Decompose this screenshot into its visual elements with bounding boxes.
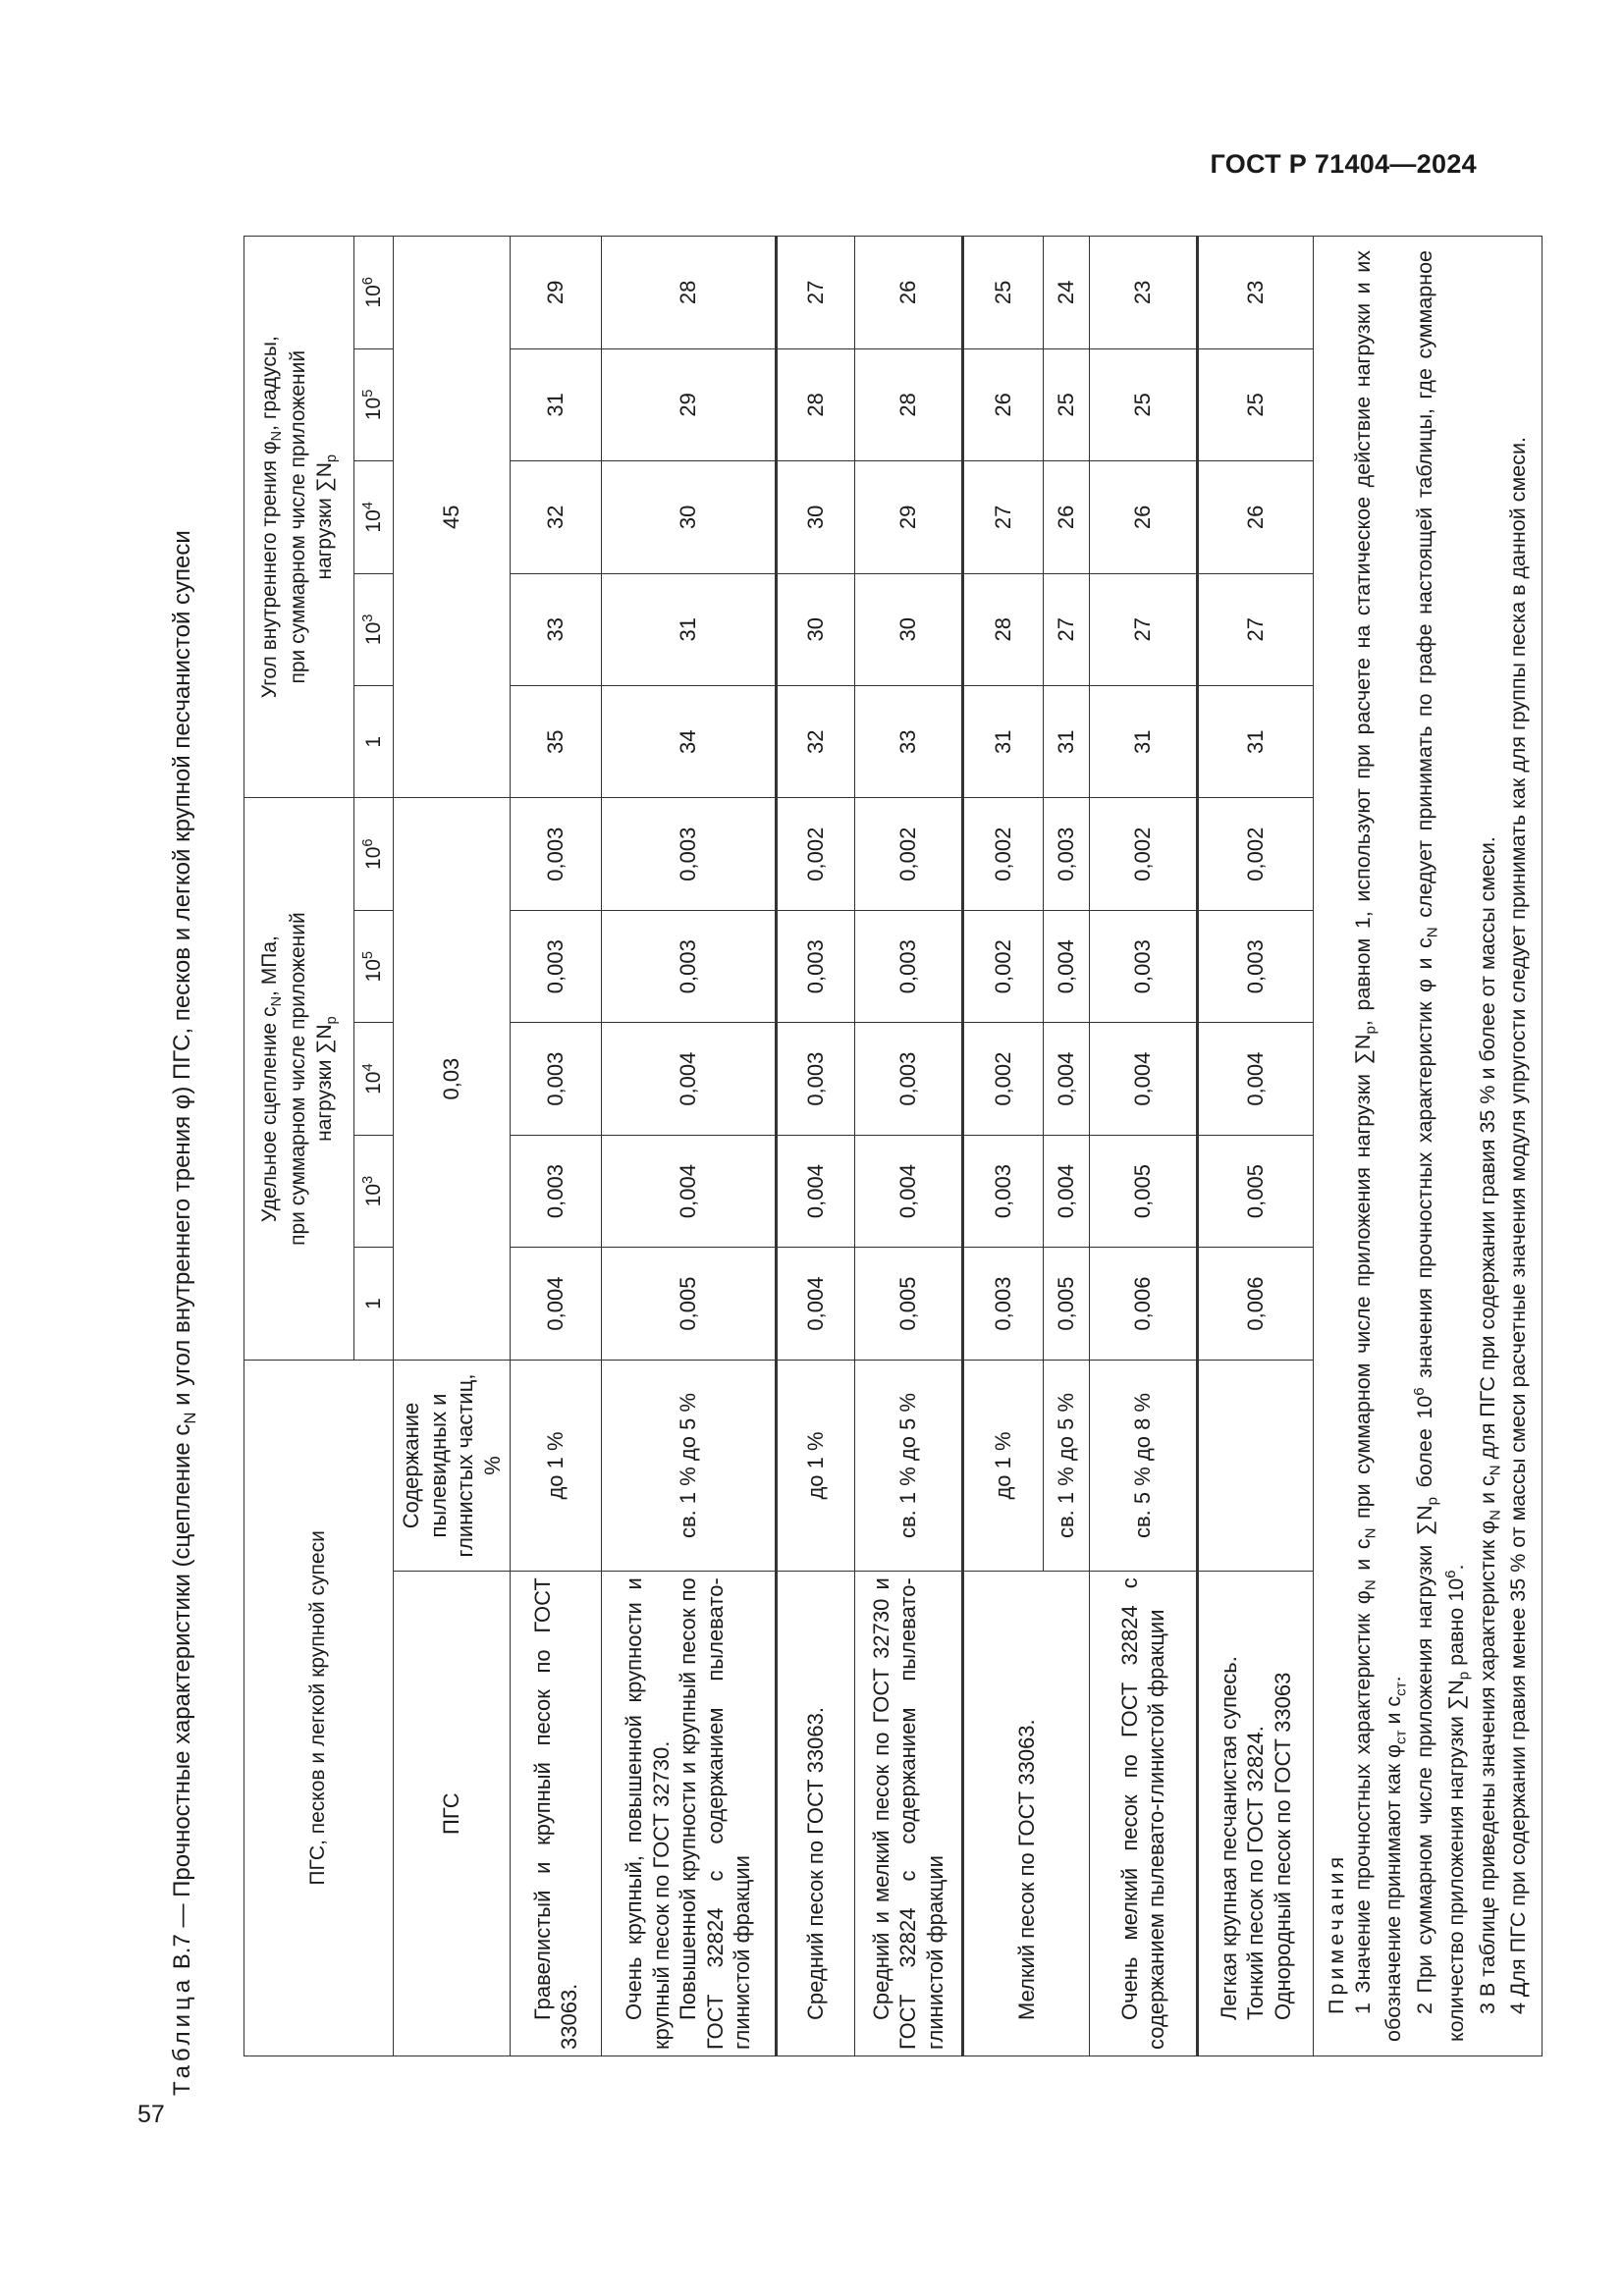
cycle-c-1e6: $10^6$ — [354, 798, 394, 910]
particle-content: до 1 % — [511, 1360, 602, 1571]
friction-value: 32 — [777, 686, 855, 798]
header-cohesion: Удельное сцепление $c_N$, МПа, при суммарном числе приложений нагрузки $\sum N_р$ — [244, 798, 354, 1360]
soil-line: Гравелистый и крупный песок по ГОСТ 33063. — [529, 1577, 581, 2050]
cohesion-value: 0,003 — [777, 910, 855, 1022]
cohesion-value: 0,005 — [1090, 1135, 1198, 1247]
title-dash: — — [169, 1896, 195, 1935]
friction-value: 24 — [1044, 237, 1090, 349]
cohesion-value: 0,004 — [602, 1023, 777, 1135]
cohesion-value: 0,002 — [1198, 798, 1314, 910]
title-text-end: и угол внутреннего трения φ) ПГС, песков и легкой крупной песчанистой супеси — [169, 530, 195, 1413]
soil-line: Легкая крупная песчанистая супесь. — [1216, 1656, 1241, 2020]
cohesion-value: 0,003 — [855, 1023, 963, 1135]
cohesion-value: 0,004 — [777, 1248, 855, 1360]
notes-heading: Примечания — [1325, 1852, 1348, 2014]
cohesion-value: 0,002 — [963, 910, 1044, 1022]
pgs-row — [394, 237, 511, 2056]
table-row — [855, 237, 963, 2056]
cycle-c-1e4: $10^4$ — [354, 1023, 394, 1135]
friction-value: 25 — [1198, 348, 1314, 460]
cohesion-value: 0,003 — [777, 1023, 855, 1135]
cohesion-value: 0,003 — [963, 1248, 1044, 1360]
cohesion-value: 0,005 — [855, 1248, 963, 1360]
rotated-content — [147, 221, 1530, 2096]
friction-value: 27 — [777, 237, 855, 349]
header-row-1 — [244, 237, 354, 2056]
friction-value: 30 — [602, 461, 777, 573]
cohesion-value: 0,005 — [602, 1248, 777, 1360]
friction-value: 29 — [511, 237, 602, 349]
strength-table — [244, 236, 1543, 2056]
friction-value: 28 — [963, 573, 1044, 685]
cycle-phi-1e3: $10^3$ — [354, 573, 394, 685]
friction-value: 31 — [1044, 686, 1090, 798]
soil-line: Очень крупный, повышенной крупности и крупный песок по ГОСТ 32730. — [622, 1577, 674, 2050]
soil-line: Очень мелкий песок по ГОСТ 32824 с содержанием пылевато-глинистой фракции — [1116, 1577, 1168, 2050]
friction-value: 33 — [855, 686, 963, 798]
friction-value: 27 — [963, 461, 1044, 573]
notes — [1314, 237, 1543, 2056]
friction-value: 31 — [1198, 686, 1314, 798]
cohesion-value: 0,004 — [777, 1135, 855, 1247]
friction-value: 25 — [963, 237, 1044, 349]
cohesion-value: 0,006 — [1090, 1248, 1198, 1360]
soil-line: Мелкий песок по ГОСТ 33063. — [1013, 1719, 1039, 2020]
table-number: В.7 — [169, 1934, 195, 1970]
note-2: 2 При суммарном числе приложения нагрузки $\sum N_р$ более $10^6$ значения прочностных характеристик φ и $c_N$ следует принимать по графе настоящей таблицы, где суммарное количество приложения нагрузки $\sum N_р$ равно $10^6$. — [1411, 250, 1473, 2042]
particle-content: св. 1 % до 5 % — [855, 1360, 963, 1571]
cohesion-value: 0,002 — [1090, 798, 1198, 910]
soil-description — [963, 1572, 1090, 2056]
soil-description — [777, 1572, 855, 2056]
cohesion-value: 0,003 — [511, 1135, 602, 1247]
cohesion-value: 0,004 — [602, 1135, 777, 1247]
table-row — [602, 237, 777, 2056]
friction-value: 31 — [963, 686, 1044, 798]
table-row — [1090, 237, 1198, 2056]
cohesion-value: 0,004 — [1090, 1023, 1198, 1135]
soil-description — [1198, 1572, 1314, 2056]
cohesion-value: 0,002 — [963, 1023, 1044, 1135]
soil-description — [511, 1572, 602, 2056]
note-4: 4 Для ПГС при содержании гравия менее 35 % от массы смеси расчетные значения модуля упругости следует принимать как для группы песка в данной смеси. — [1505, 437, 1530, 2014]
note-3: 3 В таблице приведены значения характеристик $\varphi_N$ и $c_N$ для ПГС при содержании гравия 35 % и более от массы смеси. — [1475, 836, 1503, 2014]
soil-line: Средний и мелкий песок по ГОСТ 32730 и ГОСТ 32824 с содержанием пылевато-глинистой фракции — [868, 1577, 947, 2050]
pgs-cohesion: 0,03 — [394, 798, 511, 1360]
soil-line: Повышенной крупности и крупный песок по ГОСТ 32824 с содержанием пылевато-глинистой фракции — [676, 1577, 755, 2050]
friction-value: 33 — [511, 573, 602, 685]
table-label: Таблица — [169, 1975, 195, 2096]
soil-line: Тонкий песок по ГОСТ 32824. — [1243, 1726, 1269, 2020]
friction-value: 28 — [777, 348, 855, 460]
cycle-phi-1e5: $10^5$ — [354, 348, 394, 460]
friction-value: 23 — [1198, 237, 1314, 349]
particle-content: св. 1 % до 5 % — [602, 1360, 777, 1571]
cycle-phi-1: 1 — [354, 686, 394, 798]
cycle-c-1e5: $10^5$ — [354, 910, 394, 1022]
friction-value: 31 — [1090, 686, 1198, 798]
table-row — [777, 237, 855, 2056]
pgs-label: ПГС — [394, 1572, 511, 2056]
friction-value: 30 — [855, 573, 963, 685]
particle-content: св. 1 % до 5 % — [1044, 1360, 1090, 1571]
cohesion-value: 0,004 — [1198, 1023, 1314, 1135]
friction-value: 26 — [1090, 461, 1198, 573]
particle-content — [1198, 1360, 1314, 1571]
content-header: Содержание пылевидных и глинистых частиц, % — [394, 1360, 511, 1571]
table-row — [1198, 237, 1314, 2056]
cohesion-value: 0,002 — [855, 798, 963, 910]
particle-content: до 1 % — [963, 1360, 1044, 1571]
cohesion-value: 0,004 — [511, 1248, 602, 1360]
friction-value: 25 — [1044, 348, 1090, 460]
friction-value: 28 — [855, 348, 963, 460]
soil-description — [602, 1572, 777, 2056]
document-number: ГОСТ Р 71404—2024 — [1210, 149, 1477, 179]
cohesion-value: 0,003 — [1044, 798, 1090, 910]
friction-value: 27 — [1044, 573, 1090, 685]
cohesion-value: 0,003 — [1090, 910, 1198, 1022]
cycle-c-1e3: $10^3$ — [354, 1135, 394, 1247]
friction-value: 23 — [1090, 237, 1198, 349]
table-title — [169, 530, 200, 2096]
particle-content: св. 5 % до 8 % — [1090, 1360, 1198, 1571]
friction-value: 27 — [1090, 573, 1198, 685]
soil-description — [1090, 1572, 1198, 2056]
cohesion-value: 0,003 — [511, 798, 602, 910]
friction-value: 34 — [602, 686, 777, 798]
cohesion-value: 0,003 — [855, 910, 963, 1022]
soil-line: Средний песок по ГОСТ 33063. — [803, 1707, 829, 2020]
cycle-c-1: 1 — [354, 1248, 394, 1360]
header-friction: Угол внутреннего трения $\varphi_N$, градусы, при суммарном числе приложений нагрузки $\sum N_р$ — [244, 237, 354, 798]
friction-value: 26 — [1044, 461, 1090, 573]
table-row — [511, 237, 602, 2056]
cohesion-value: 0,003 — [602, 910, 777, 1022]
cohesion-value: 0,003 — [963, 1135, 1044, 1247]
cohesion-value: 0,003 — [602, 798, 777, 910]
friction-value: 35 — [511, 686, 602, 798]
friction-value: 29 — [602, 348, 777, 460]
friction-value: 30 — [777, 573, 855, 685]
friction-value: 26 — [1198, 461, 1314, 573]
soil-description — [855, 1572, 963, 2056]
page-number: 57 — [137, 2101, 165, 2128]
cohesion-value: 0,003 — [511, 910, 602, 1022]
cohesion-value: 0,005 — [1044, 1248, 1090, 1360]
friction-value: 29 — [855, 461, 963, 573]
friction-value: 28 — [602, 237, 777, 349]
cohesion-value: 0,004 — [1044, 910, 1090, 1022]
notes-row — [1314, 237, 1543, 2056]
cohesion-value: 0,002 — [777, 798, 855, 910]
title-text: Прочностные характеристики (сцепление c — [169, 1423, 195, 1897]
pgs-friction: 45 — [394, 237, 511, 798]
friction-value: 31 — [511, 348, 602, 460]
cycle-phi-1e4: $10^4$ — [354, 461, 394, 573]
cohesion-value: 0,003 — [511, 1023, 602, 1135]
friction-value: 25 — [1090, 348, 1198, 460]
friction-value: 27 — [1198, 573, 1314, 685]
title-subscript: N — [180, 1412, 199, 1424]
cohesion-value: 0,005 — [1198, 1135, 1314, 1247]
table-row — [963, 237, 1044, 2056]
friction-value: 26 — [963, 348, 1044, 460]
cohesion-value: 0,004 — [1044, 1023, 1090, 1135]
soil-line: Однородный песок по ГОСТ 33063 — [1270, 1672, 1295, 2020]
friction-value: 31 — [602, 573, 777, 685]
cohesion-value: 0,002 — [963, 798, 1044, 910]
friction-value: 30 — [777, 461, 855, 573]
cohesion-value: 0,004 — [1044, 1135, 1090, 1247]
friction-value: 26 — [855, 237, 963, 349]
cohesion-value: 0,003 — [1198, 910, 1314, 1022]
cohesion-value: 0,006 — [1198, 1248, 1314, 1360]
cycle-phi-1e6: $10^6$ — [354, 237, 394, 349]
header-soil: ПГС, песков и легкой крупной супеси — [244, 1360, 394, 2056]
friction-value: 32 — [511, 461, 602, 573]
particle-content: до 1 % — [777, 1360, 855, 1571]
cohesion-value: 0,004 — [855, 1135, 963, 1247]
note-1: 1 Значение прочностных характеристик $\varphi_N$ и $c_N$ при суммарном числе приложения нагрузки $\sum N_р$, равном 1, используют при расчете на статическое действие нагрузки и их обозначение принимают как $\varphi_{ст}$ и $c_{ст}$. — [1350, 250, 1410, 2042]
